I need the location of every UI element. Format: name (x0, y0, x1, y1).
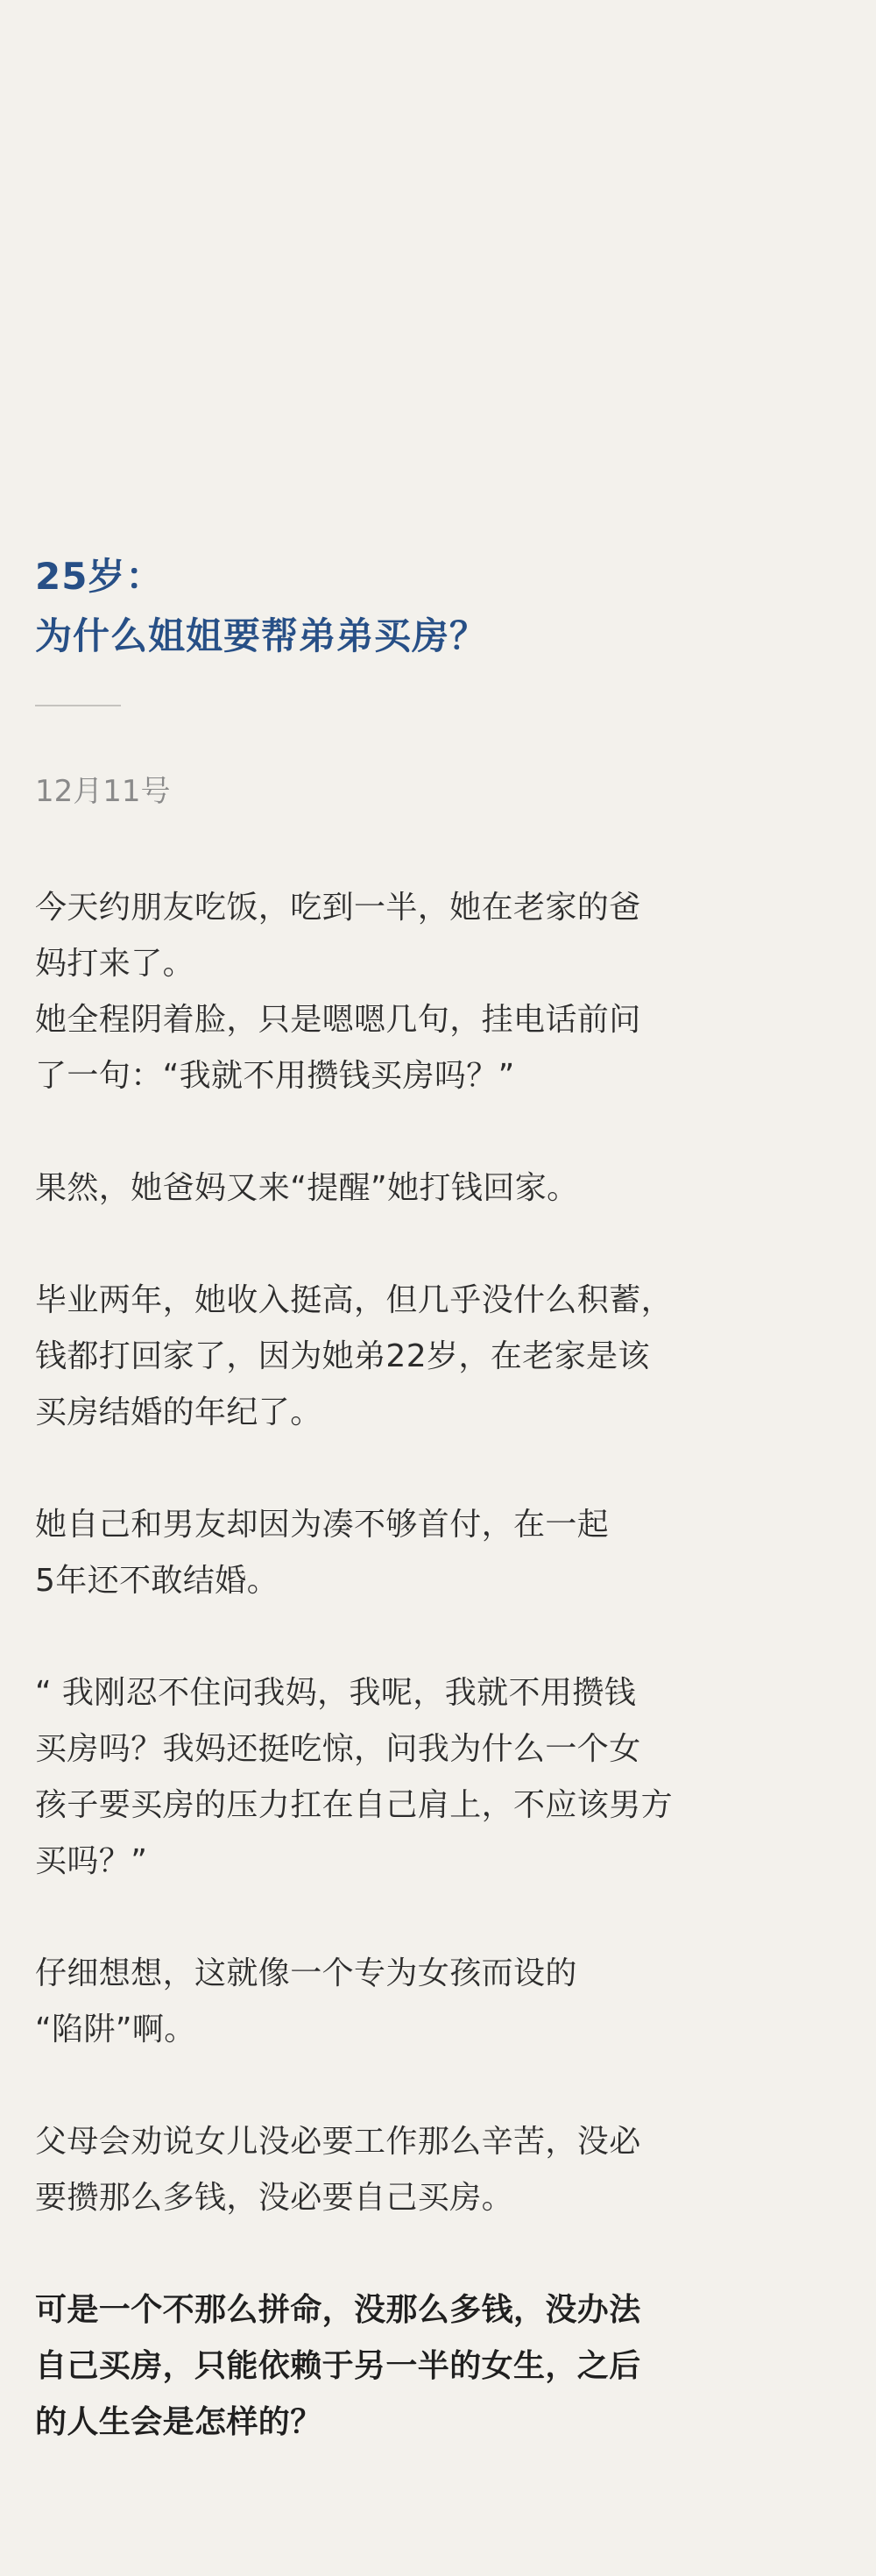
article-body (35, 880, 701, 2507)
paragraph-line: 买吗？” (35, 1843, 148, 1879)
paragraph-line: 了一句：“我就不用攒钱买房吗？” (35, 1058, 515, 1094)
paragraph-line: 5年还不敢结婚。 (35, 1563, 279, 1599)
paragraph-1 (35, 880, 701, 1104)
paragraph-line: “陷阱”啊。 (35, 2012, 196, 2047)
title-divider (35, 705, 121, 706)
paragraph-line: “ 我刚忍不住问我妈，我呢，我就不用攒钱 (35, 1675, 637, 1711)
paragraph-line: 要攒那么多钱，没必要自己买房。 (35, 2180, 514, 2216)
paragraph-line: 可是一个不那么拼命，没那么多钱，没办法 (35, 2292, 641, 2328)
paragraph-3 (35, 1273, 701, 1441)
paragraph-7 (35, 2114, 701, 2226)
paragraph-5 (35, 1665, 701, 1890)
paragraph-line: 自己买房，只能依赖于另一半的女生，之后 (35, 2348, 641, 2384)
paragraph-line: 今天约朋友吃饭，吃到一半，她在老家的爸 (35, 890, 641, 926)
paragraph-line: 妈打来了。 (35, 946, 195, 982)
title-line-1: 25岁： (35, 555, 164, 599)
publish-date: 12月11号 (35, 774, 171, 809)
article-title (35, 547, 823, 666)
paragraph-line: 父母会劝说女儿没必要工作那么辛苦，没必 (35, 2124, 641, 2160)
paragraph-line: 孩子要买房的压力扛在自己肩上，不应该男方 (35, 1787, 674, 1823)
paragraph-line: 果然，她爸妈又来“提醒”她打钱回家。 (35, 1170, 579, 1206)
paragraph-line: 买房结婚的年纪了。 (35, 1394, 322, 1430)
paragraph-line: 买房吗？我妈还挺吃惊，问我为什么一个女 (35, 1731, 641, 1767)
paragraph-2 (35, 1160, 701, 1217)
paragraph-8-bold (35, 2282, 701, 2451)
paragraph-6 (35, 1946, 701, 2058)
paragraph-line: 毕业两年，她收入挺高，但几乎没什么积蓄， (35, 1282, 674, 1318)
paragraph-4 (35, 1497, 701, 1609)
paragraph-line: 仔细想想，这就像一个专为女孩而设的 (35, 1955, 577, 1991)
paragraph-line: 钱都打回家了，因为她弟22岁，在老家是该 (35, 1338, 650, 1374)
paragraph-line: 她自己和男友却因为凑不够首付，在一起 (35, 1507, 610, 1543)
title-line-2: 为什么姐姐要帮弟弟买房？ (35, 614, 488, 658)
paragraph-line: 的人生会是怎样的？ (35, 2404, 322, 2440)
paragraph-line: 她全程阴着脸，只是嗯嗯几句，挂电话前问 (35, 1002, 641, 1038)
